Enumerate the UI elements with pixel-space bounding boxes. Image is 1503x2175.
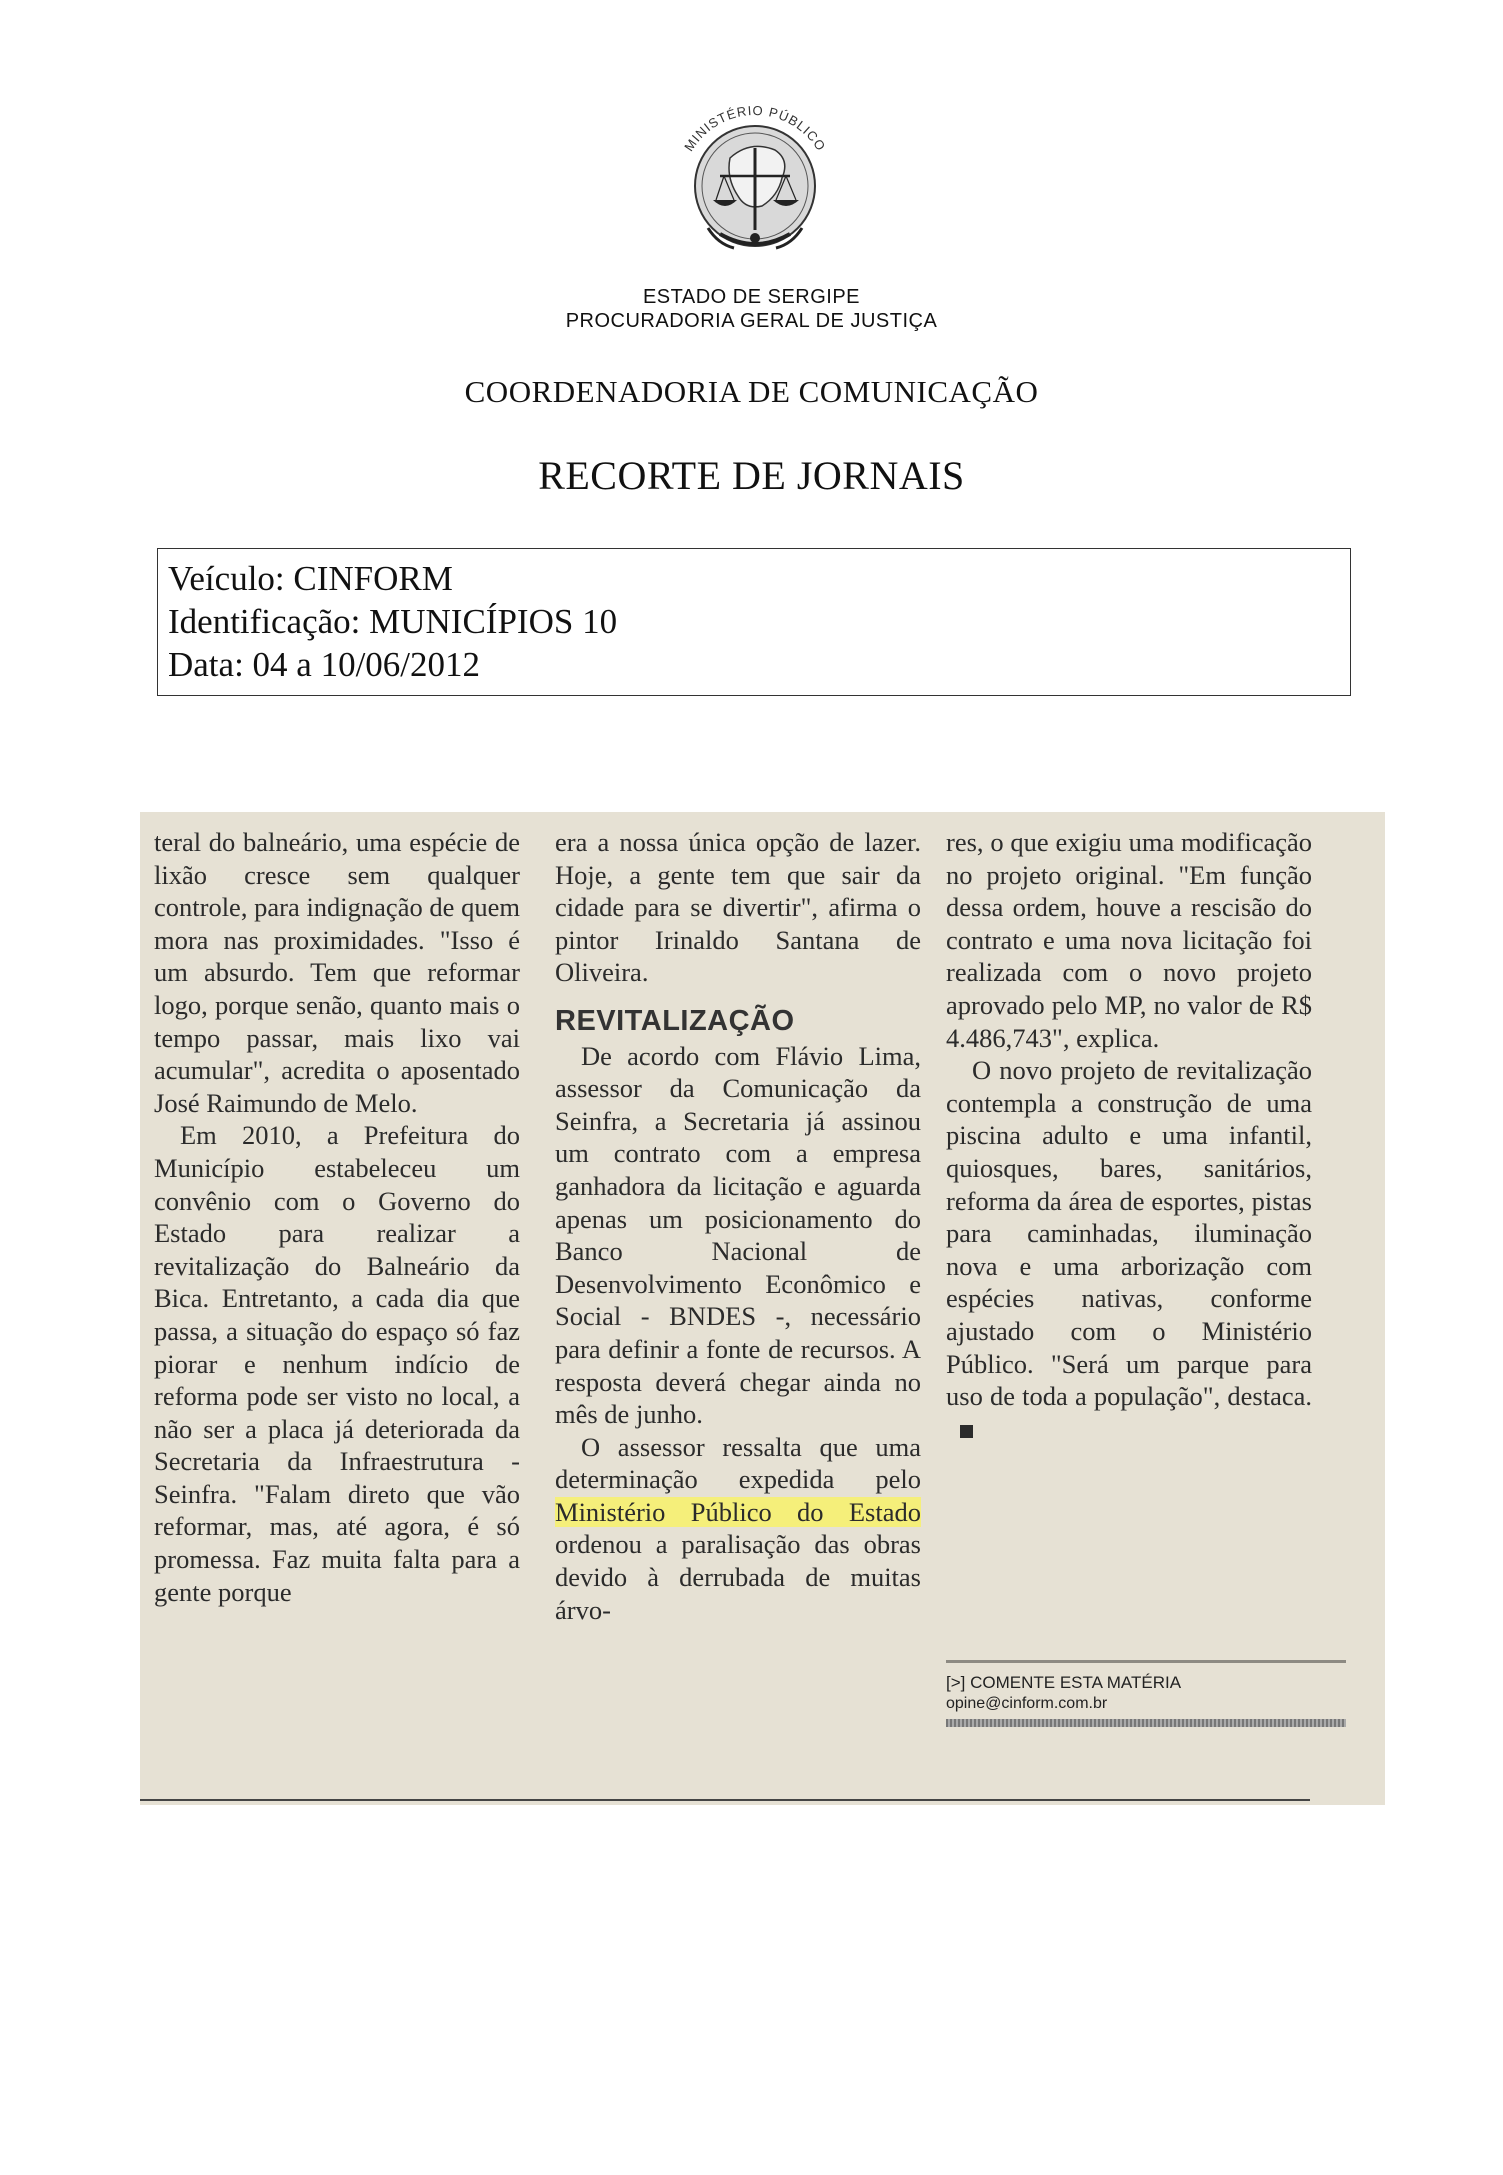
paragraph <box>555 1431 921 1627</box>
text-span: O assessor ressalta que uma determinação expedida pelo <box>555 1431 921 1495</box>
highlighted-text: Ministério Público do Estado <box>555 1496 921 1527</box>
paragraph: res, o que exigiu uma modificação no projeto original. "Em função dessa ordem, houve a rescisão do contrato e uma nova licitação foi realizada com o novo projeto aprovado pelo MP, no valor de R$ 4.486,743", explica. <box>946 827 1312 1053</box>
comment-box <box>946 1660 1346 1727</box>
paragraph: De acordo com Flávio Lima, assessor da Comunicação da Seinfra, a Secretaria já assinou um contrato com a empresa ganhadora da licitação e aguarda apenas um posicionamento do Banco Nacional de Desenvolvimento Econômico e Social - BNDES -, necessário para definir a fonte de recursos. A resposta deverá chegar ainda no mês de junho. <box>555 1040 921 1430</box>
end-mark-icon <box>960 1425 973 1438</box>
article-column-3 <box>946 826 1312 1445</box>
clipping-info-box <box>157 548 1351 696</box>
paragraph: Em 2010, a Prefeitura do Município estabeleceu um convênio com o Governo do Estado para realizar a revitalização do Balneário da Bica. Entretanto, a cada dia que passa, a situação do espaço só faz piorar e nenhum indício de reforma pode ser visto no local, a não ser a placa já deteriorada da Secretaria da Infraestrutura - Seinfra. "Falam direto que vão reformar, mas, até agora, é só promessa. Faz muita falta para a gente porque <box>154 1120 520 1607</box>
text-span: ordenou a paralisação das obras devido à derrubada de muitas árvo- <box>555 1529 921 1625</box>
divider <box>946 1719 1346 1727</box>
ministerio-publico-seal <box>650 78 860 273</box>
office-name: PROCURADORIA GERAL DE JUSTIÇA <box>565 310 938 332</box>
text-span: O novo projeto de revitalização contempla a construção de uma piscina adulto e uma infantil, quiosques, bares, sanitários, reforma da área de esportes, pistas para caminhadas, iluminação nova e uma arborização com espécies nativas, conforme ajustado com o Ministério Público. "Será um parque para uso de toda a população", destaca. <box>946 1055 1312 1412</box>
paragraph: teral do balneário, uma espécie de lixão cresce sem qualquer controle, para indignação de quem mora nas proximidades. "Isso é um absurdo. Tem que reformar logo, porque senão, quanto mais o tempo passar, mais lixo vai acumular", acredita o aposentado José Raimundo de Melo. <box>154 827 520 1118</box>
comment-email: opine@cinform.com.br <box>946 1695 1108 1712</box>
identification-line: Identificação: MUNICÍPIOS 10 <box>168 602 618 641</box>
date-line: Data: 04 a 10/06/2012 <box>168 645 481 684</box>
article-column-2 <box>555 826 921 1626</box>
section-subheading: REVITALIZAÇÃO <box>555 1004 795 1037</box>
page-title: RECORTE DE JORNAIS <box>538 453 965 498</box>
article-column-1 <box>154 826 520 1608</box>
newspaper-clipping <box>140 812 1385 1805</box>
comment-label: [>] COMENTE ESTA MATÉRIA <box>946 1673 1182 1692</box>
paragraph: era a nossa única opção de lazer. Hoje, a gente tem que sair da cidade para se divertir", afirma o pintor Irinaldo Santana de Oliveira. <box>555 827 921 988</box>
seal-lettering: MINISTÉRIO PÚBLICO <box>681 102 829 154</box>
vehicle-line: Veículo: CINFORM <box>168 559 453 598</box>
divider <box>140 1799 1310 1801</box>
paragraph <box>946 1054 1312 1445</box>
state-name: ESTADO DE SERGIPE <box>642 286 861 308</box>
divider <box>946 1660 1346 1663</box>
department-title: COORDENADORIA DE COMUNICAÇÃO <box>464 374 1039 409</box>
